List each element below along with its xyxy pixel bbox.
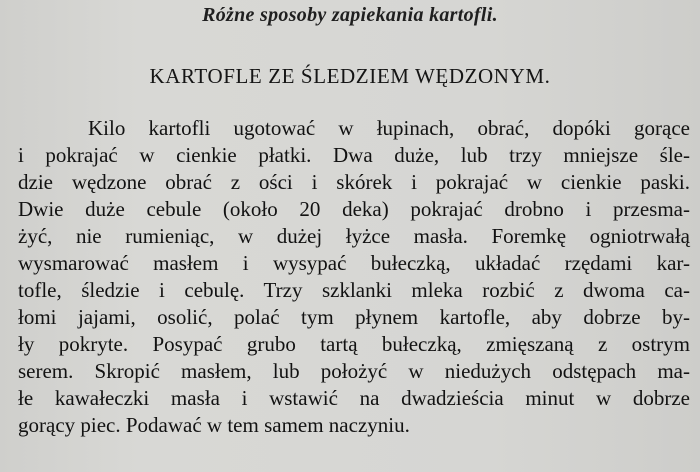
recipe-line: dzie wędzone obrać z ości i skórek i pokrajać w cienkie paski. (18, 170, 690, 194)
recipe-line: łe kawałeczki masła i wstawić na dwadzieścia minut w dobrze (18, 386, 690, 410)
recipe-line: łomi jajami, osolić, polać tym płynem kartofle, aby dobrze by- (18, 305, 690, 329)
section-header: Różne sposoby zapiekania kartofli. (202, 4, 498, 26)
recipe-line: serem. Skropić masłem, lub położyć w niedużych odstępach ma- (18, 359, 690, 383)
recipe-line: i pokrajać w cienkie płatki. Dwa duże, lub trzy mniejsze śle- (18, 143, 690, 167)
recipe-line: Dwie duże cebule (około 20 deka) pokrajać drobno i przesma- (18, 197, 690, 221)
recipe-line: gorący piec. Podawać w tem samem naczyniu. (18, 413, 410, 437)
recipe-line: żyć, nie rumieniąc, w dużej łyżce masła. Foremkę ogniotrwałą (18, 224, 690, 248)
recipe-line: Kilo kartofli ugotować w łupinach, obrać, dopóki gorące (88, 116, 690, 140)
recipe-body (18, 115, 690, 439)
recipe-title: KARTOFLE ZE ŚLEDZIEM WĘDZONYM. (149, 64, 551, 88)
recipe-line: tofle, śledzie i cebulę. Trzy szklanki mleka rozbić z dwoma ca- (18, 278, 690, 302)
recipe-line: wysmarować masłem i wysypać bułeczką, układać rzędami kar- (18, 251, 690, 275)
recipe-line: ły pokryte. Posypać grubo tartą bułeczką, zmięszaną z ostrym (18, 332, 690, 356)
